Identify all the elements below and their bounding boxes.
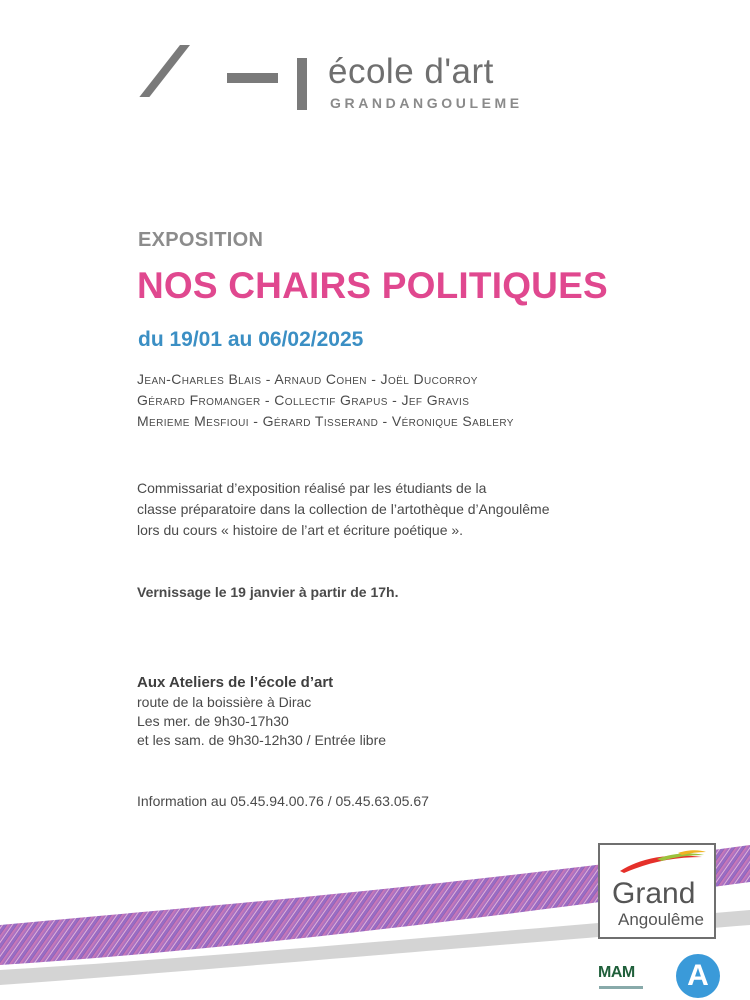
logo-slash-shape [139, 45, 190, 97]
description-line: lors du cours « histoire de l’art et écriture poétique ». [137, 522, 464, 538]
venue-hours-sat: et les sam. de 9h30-12h30 / Entrée libre [137, 732, 387, 748]
ecole-dart-logo [0, 0, 750, 130]
description-line: Commissariat d’exposition réalisé par les étudiants de la [137, 480, 487, 496]
exposition-label: EXPOSITION [138, 229, 264, 251]
grand-angouleme-swoosh-icon [602, 849, 712, 879]
venue-hours-wed: Les mer. de 9h30-17h30 [137, 713, 289, 729]
grand-text: Grand [612, 877, 696, 910]
description-paragraph [137, 478, 677, 541]
mam-label: MAM [598, 964, 635, 981]
description-line: classe préparatoire dans la collection de l’artothèque d’Angoulême [137, 501, 550, 517]
grand-angouleme-logo [598, 843, 716, 939]
mam-underline [599, 986, 643, 989]
artist-line: Jean-Charles Blais - Arnaud Cohen - Joël Ducorroy [137, 371, 478, 387]
exhibition-dates: du 19/01 au 06/02/2025 [138, 328, 364, 351]
venue-address: route de la boissière à Dirac [137, 694, 312, 710]
venue-block [137, 673, 537, 750]
logo-subtitle: GRANDANGOULEME [330, 95, 523, 111]
exhibition-title: NOS CHAIRS POLITIQUES [137, 265, 608, 306]
artist-line: Gérard Fromanger - Collectif Grapus - Jef Gravis [137, 392, 470, 408]
logo-dash-shape [227, 73, 278, 83]
a-circle-logo: A [676, 954, 720, 998]
venue-title: Aux Ateliers de l’école d’art [137, 674, 334, 691]
artist-line: Merieme Mesfioui - Gérard Tisserand - Véronique Sablery [137, 413, 514, 429]
artist-list [137, 369, 657, 432]
logo-bar-shape [297, 58, 307, 110]
logo-title: école d'art [328, 52, 494, 91]
information-phone: Information au 05.45.94.00.76 / 05.45.63.05.67 [137, 793, 429, 809]
vernissage-text: Vernissage le 19 janvier à partir de 17h. [137, 584, 399, 600]
mam-logo [596, 960, 648, 1000]
angouleme-text: Angoulême [618, 910, 705, 929]
